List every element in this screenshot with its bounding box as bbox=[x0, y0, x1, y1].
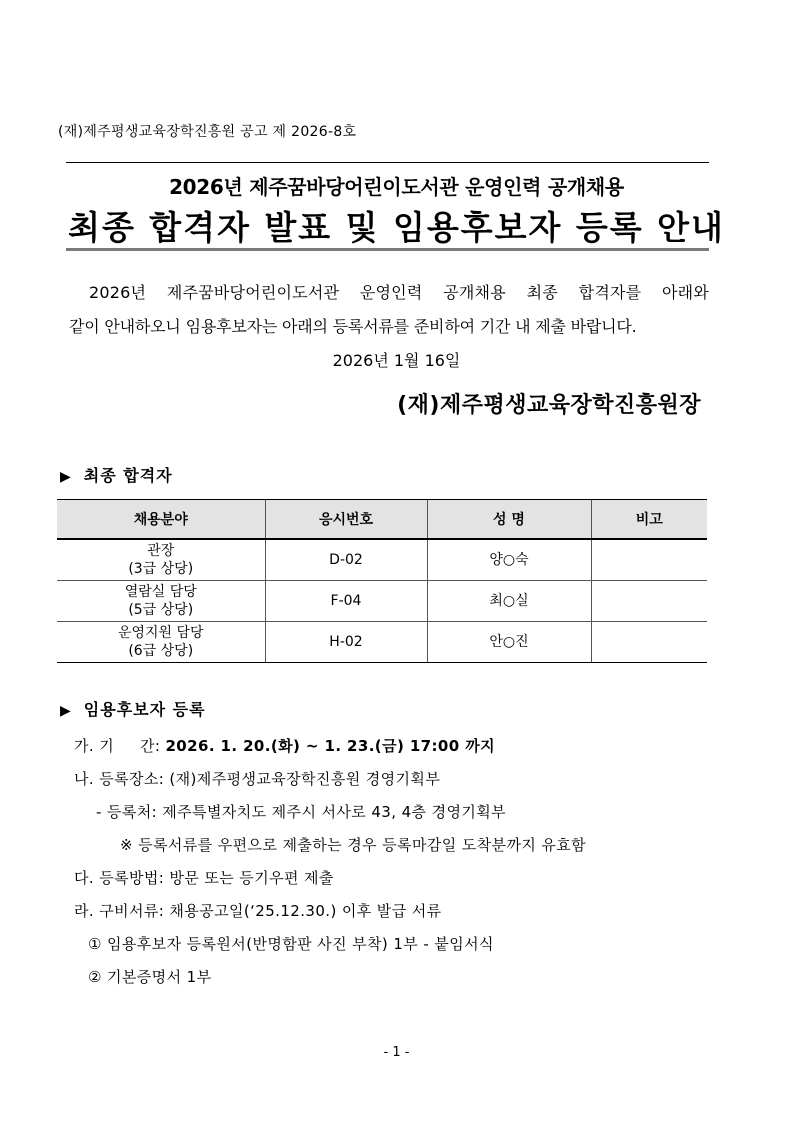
header-name: 성 명 bbox=[427, 500, 591, 540]
note-cell bbox=[591, 539, 707, 581]
registration-place: 나. 등록장소: (재)제주평생교육장학진흥원 경영기획부 bbox=[74, 770, 441, 788]
issuer-name: (재)제주평생교육장학진흥원장 bbox=[397, 393, 701, 418]
header-note: 비고 bbox=[591, 500, 707, 540]
note-cell bbox=[591, 581, 707, 622]
period-value: 2026. 1. 20.(화) ~ 1. 23.(금) 17:00 까지 bbox=[165, 737, 495, 755]
intro-paragraph bbox=[69, 276, 709, 344]
name-cell: 최○실 bbox=[427, 581, 591, 622]
number-cell: H-02 bbox=[265, 622, 427, 663]
header-field: 채용분야 bbox=[57, 500, 265, 540]
number-cell: F-04 bbox=[265, 581, 427, 622]
mail-note: ※ 등록서류를 우편으로 제출하는 경우 등록마감일 도착분까지 유효함 bbox=[120, 836, 587, 854]
document-item-2: ② 기본증명서 1부 bbox=[88, 968, 212, 986]
title-top-rule bbox=[66, 162, 709, 163]
final-passers-table bbox=[57, 499, 707, 663]
table-row bbox=[57, 581, 707, 622]
note-cell bbox=[591, 622, 707, 663]
field-cell bbox=[57, 539, 265, 581]
table-row bbox=[57, 539, 707, 581]
title-bottom-rule bbox=[66, 248, 709, 251]
field-cell bbox=[57, 581, 265, 622]
registration-details bbox=[74, 734, 586, 998]
field-title: 관장 bbox=[147, 543, 175, 559]
notice-date: 2026년 1월 16일 bbox=[332, 351, 461, 370]
triangle-bullet-icon: ▶ bbox=[60, 703, 72, 719]
header-number: 응시번호 bbox=[265, 500, 427, 540]
intro-line-2: 같이 안내하오니 임용후보자는 아래의 등록서류를 준비하여 기간 내 제출 바랍니다. bbox=[69, 317, 637, 336]
period-label: 가. 기 간: bbox=[74, 737, 166, 755]
field-title: 열람실 담당 bbox=[124, 584, 197, 600]
document-item-1: ① 임용후보자 등록원서(반명함판 사진 부착) 1부 - 붙임서식 bbox=[88, 935, 494, 953]
field-cell bbox=[57, 622, 265, 663]
field-grade: (6급 상당) bbox=[128, 643, 194, 659]
field-grade: (3급 상당) bbox=[128, 561, 194, 577]
document-subtitle: 최종 합격자 발표 및 임용후보자 등록 안내 bbox=[68, 208, 725, 247]
name-cell: 안○진 bbox=[427, 622, 591, 663]
intro-line-1: 2026년 제주꿈바당어린이도서관 운영인력 공개채용 최종 합격자를 아래와 bbox=[89, 283, 709, 302]
table-row bbox=[57, 622, 707, 663]
field-title: 운영지원 담당 bbox=[117, 625, 204, 641]
registration-office: - 등록처: 제주특별자치도 제주시 서사로 43, 4층 경영기획부 bbox=[96, 803, 507, 821]
section-title: 최종 합격자 bbox=[83, 466, 173, 485]
registration-period bbox=[74, 734, 586, 767]
name-cell: 양○숙 bbox=[427, 539, 591, 581]
table-header-row bbox=[57, 500, 707, 540]
section-final-passers-heading bbox=[60, 463, 173, 486]
section-registration-heading bbox=[60, 697, 206, 720]
document-title: 2026년 제주꿈바당어린이도서관 운영인력 공개채용 bbox=[169, 175, 624, 199]
triangle-bullet-icon: ▶ bbox=[60, 469, 72, 485]
registration-method: 다. 등록방법: 방문 또는 등기우편 제출 bbox=[74, 869, 334, 887]
number-cell: D-02 bbox=[265, 539, 427, 581]
required-documents: 라. 구비서류: 채용공고일(‘25.12.30.) 이후 발급 서류 bbox=[74, 902, 442, 920]
page-number: - 1 - bbox=[383, 1045, 410, 1060]
section-title: 임용후보자 등록 bbox=[83, 700, 206, 719]
notice-number: (재)제주평생교육장학진흥원 공고 제 2026-8호 bbox=[58, 124, 357, 140]
field-grade: (5급 상당) bbox=[128, 602, 194, 618]
